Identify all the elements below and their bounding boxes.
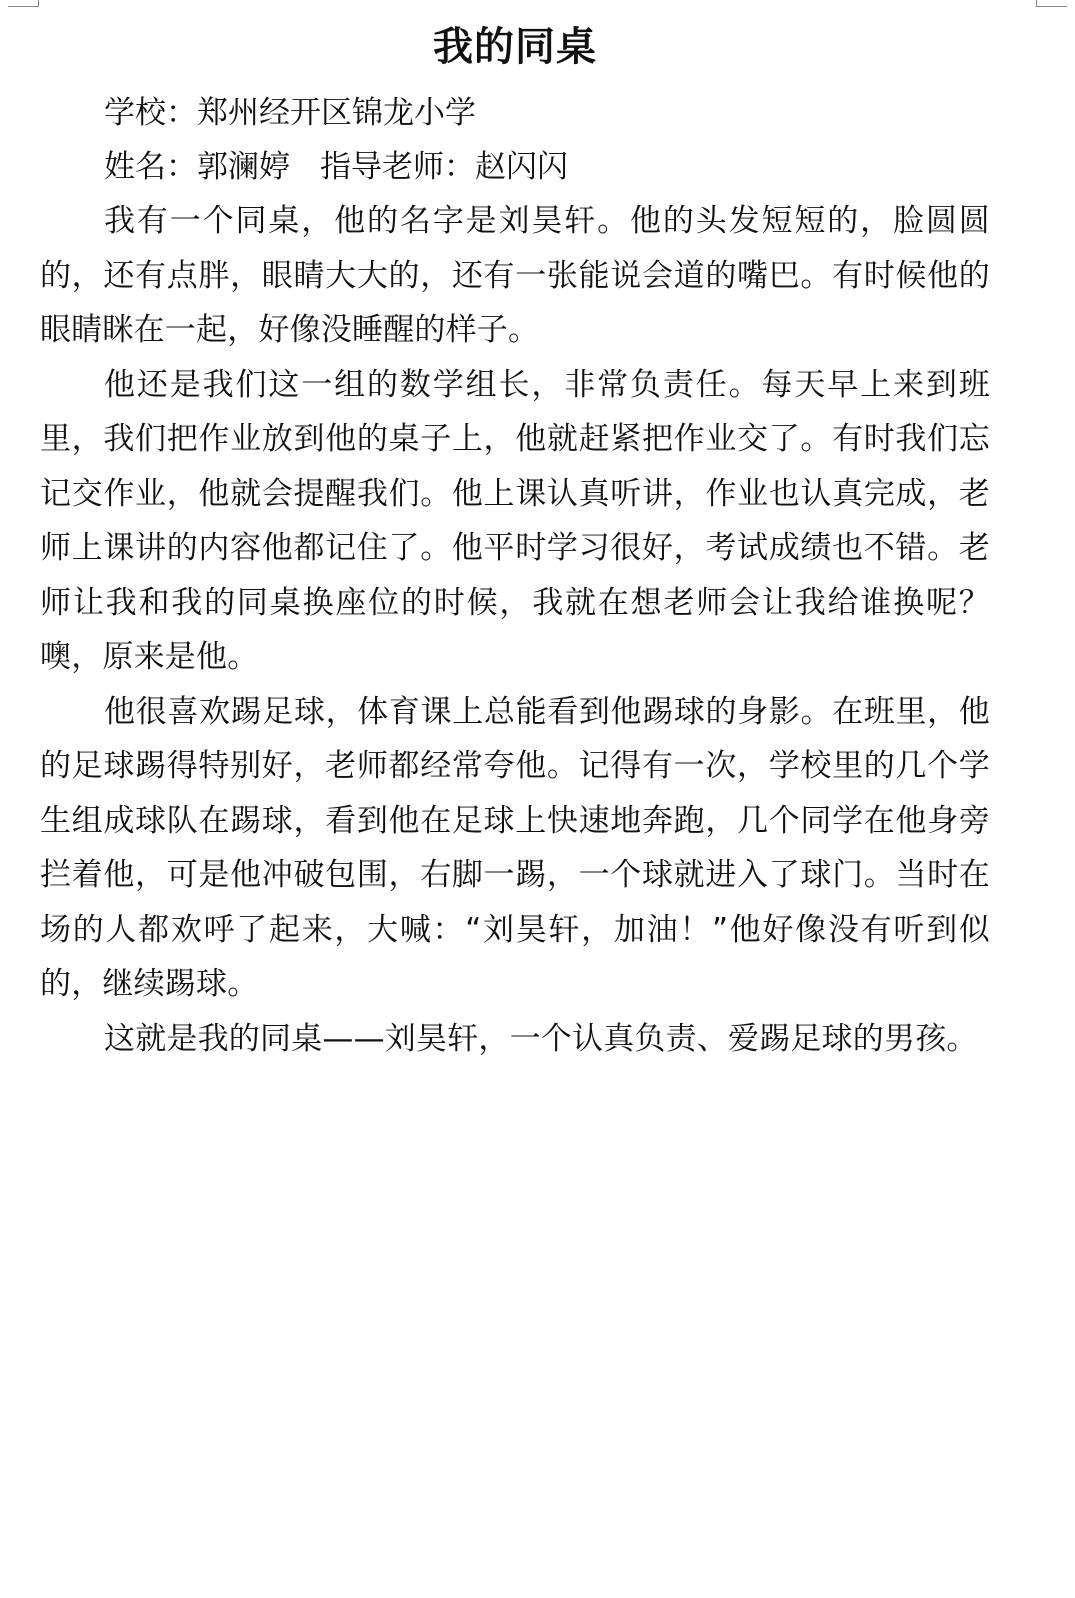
- school-text: 学校：郑州经开区锦龙小学: [104, 95, 476, 131]
- page-title: 我的同桌: [433, 24, 597, 70]
- paragraph-1: 我有一个同桌，他的名字是刘昊轩。他的头发短短的，脸圆圆的，还有点胖，眼睛大大的，还有一张能说会道的嘴巴。有时候他的眼睛眯在一起，好像没睡醒的样子。: [40, 203, 990, 348]
- teacher-text: 指导老师：赵闪闪: [320, 149, 568, 185]
- page-corner-mark-left: [8, 0, 39, 7]
- page-corner-mark-right: [1036, 0, 1067, 7]
- paragraph-3: 他很喜欢踢足球，体育课上总能看到他踢球的身影。在班里，他的足球踢得特别好，老师都经常夸他。记得有一次，学校里的几个学生组成球队在踢球，看到他在足球上快速地奔跑，几个同学在他身旁拦着他，可是他冲破包围，右脚一踢，一个球就进入了球门。当时在场的人都欢呼了起来，大喊：“刘昊轩，加油！”他好像没有听到似的，继续踢球。: [40, 693, 990, 1002]
- paragraph-4: 这就是我的同桌——刘昊轩，一个认真负责、爱踢足球的男孩。: [104, 1020, 978, 1057]
- author-name-text: 姓名：郭澜婷: [104, 149, 290, 185]
- school-line: [40, 86, 990, 140]
- paragraph-2: 他还是我们这一组的数学组长，非常负责任。每天早上来到班里，我们把作业放到他的桌子上，他就赶紧把作业交了。有时我们忘记交作业，他就会提醒我们。他上课认真听讲，作业也认真完成，老师上课讲的内容他都记住了。他平时学习很好，考试成绩也不错。老师让我和我的同桌换座位的时候，我就在想老师会让我给谁换呢？噢，原来是他。: [40, 366, 990, 675]
- document-page: [40, 18, 990, 1066]
- author-line: [40, 140, 990, 194]
